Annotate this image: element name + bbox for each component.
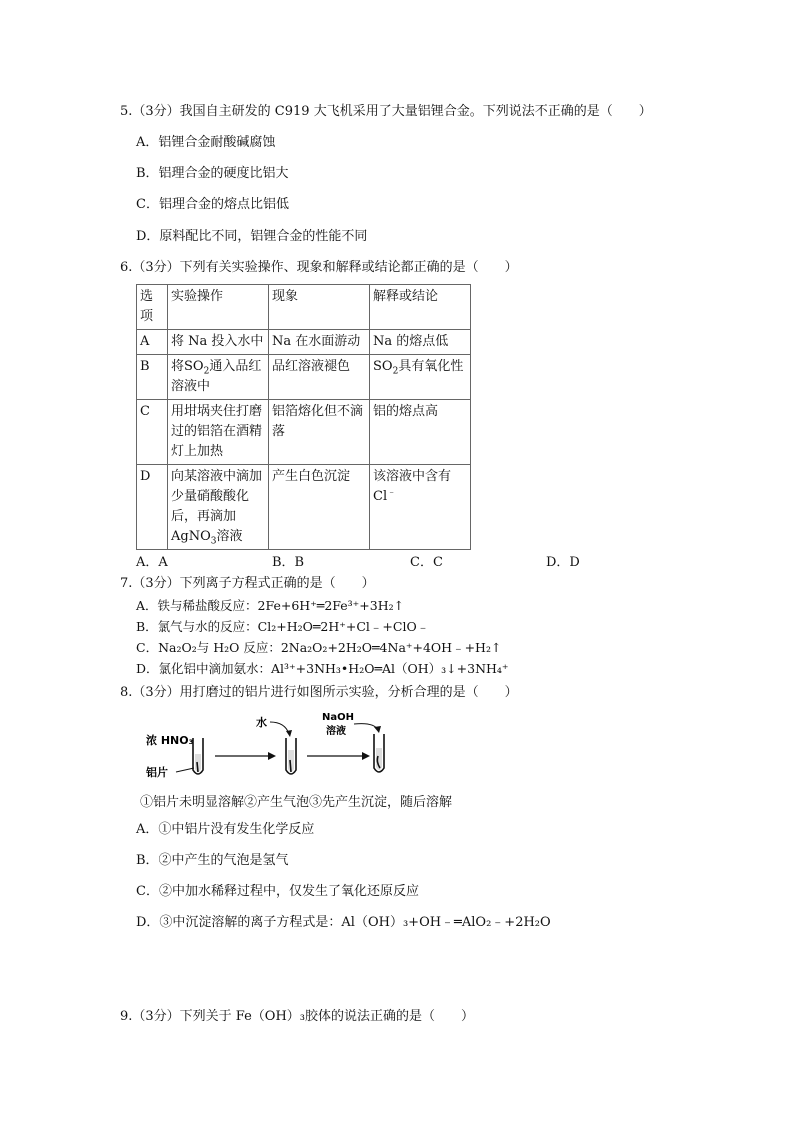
table-header-cell: 现象 [269,285,370,330]
q5-option-d: D．原料配比不同，铝锂合金的性能不同 [136,229,368,244]
foil-label: 铝片 [146,766,168,779]
cell-text: Cl [373,489,388,504]
cell-text: 具有氧化性 [398,359,464,374]
q8-diagram [140,710,400,788]
table-cell [370,355,471,400]
cell-text: 向某溶液中滴加少量硝酸酸化后，再滴加 [171,469,263,524]
subscript: 3 [210,536,217,547]
table-cell: A [137,330,168,355]
table-cell: Na 在水面游动 [269,330,370,355]
cell-text: AgNO [171,529,211,544]
cell-text: 通入品红溶液中 [171,359,262,394]
solution-label: 溶液 [326,726,346,737]
q6-answer-b: B．B [272,555,305,570]
naoh-arrow [354,724,378,730]
q6-stem: 6.（3分）下列有关实验操作、现象和解释或结论都正确的是（ ） [120,260,518,275]
acid-label: 浓 HNO₃ [146,734,194,747]
q8-caption: ①铝片未明显溶解②产生气泡③先产生沉淀，随后溶解 [140,795,453,810]
superscript: ﹣ [387,487,397,498]
q5-option-b: B．铝理合金的硬度比铝大 [136,166,289,181]
table-header-cell: 解释或结论 [370,285,471,330]
q5-option-c: C．铝理合金的熔点比铝低 [136,197,289,212]
cell-text: 将SO [171,359,204,374]
q8-stem: 8.（3分）用打磨过的铝片进行如图所示实验，分析合理的是（ ） [120,685,518,700]
q9-stem: 9.（3分）下列关于 Fe（OH）₃胶体的说法正确的是（ ） [120,1009,475,1024]
naoh-arrowhead [374,726,381,733]
test-tube-3 [374,734,384,772]
naoh-label: NaOH [322,712,354,723]
q7-stem: 7.（3分）下列离子方程式正确的是（ ） [120,576,375,591]
q8-option-d: D．③中沉淀溶解的离子方程式是：Al（OH）₃+OH﹣═AlO₂﹣+2H₂O [136,915,551,930]
table-header-row [137,285,471,330]
test-tube-1 [193,738,203,774]
q6-answer-c: C．C [410,555,443,570]
table-cell: 铝的熔点高 [370,400,471,465]
table-row [137,465,471,550]
table-cell [168,465,269,550]
test-tube-2 [286,738,296,774]
water-label: 水 [256,716,267,729]
table-cell: 品红溶液褪色 [269,355,370,400]
q7-option-a: A．铁与稀盐酸反应：2Fe+6H⁺═2Fe³⁺+3H₂↑ [136,598,405,613]
table-cell [370,465,471,550]
cell-text: 该溶液中含有 [373,469,452,484]
q6-answer-d: D．D [546,555,580,570]
table-cell [168,355,269,400]
q8-option-a: A．①中铝片没有发生化学反应 [136,822,315,837]
q5-option-a: A．铝锂合金耐酸碱腐蚀 [136,135,276,150]
q8-option-c: C．②中加水稀释过程中，仅发生了氧化还原反应 [136,884,419,899]
foil-pointer [176,768,194,772]
table-cell: B [137,355,168,400]
water-arrowhead [286,730,292,737]
table-cell: D [137,465,168,550]
table-cell: Na 的熔点低 [370,330,471,355]
table-cell: 铝箔熔化但不滴落 [269,400,370,465]
q7-option-d: D．氯化铝中滴加氨水：Al³⁺+3NH₃•H₂O═Al（OH）₃↓+3NH₄⁺ [136,661,509,676]
cell-text: SO [373,359,393,374]
q6-table [136,284,471,550]
table-cell: 产生白色沉淀 [269,465,370,550]
water-arrow [270,722,289,734]
subscript: 2 [203,366,210,377]
q8-option-b: B．②中产生的气泡是氢气 [136,853,289,868]
q5-stem: 5.（3分）我国自主研发的 C919 大飞机采用了大量铝锂合金。下列说法不正确的是（ ） [120,104,652,119]
q7-option-c: C．Na₂O₂与 H₂O 反应：2Na₂O₂+2H₂O═4Na⁺+4OH﹣+H₂↑ [136,640,502,655]
arrow-2 [307,752,370,760]
table-header-cell: 实验操作 [168,285,269,330]
q7-option-b: B．氯气与水的反应：Cl₂+H₂O═2H⁺+Cl﹣+ClO﹣ [136,619,430,634]
table-cell: C [137,400,168,465]
table-row [137,400,471,465]
table-header-cell: 选项 [137,285,168,330]
q6-answer-a: A．A [136,555,168,570]
table-cell: 用坩埚夹住打磨过的铝箔在酒精灯上加热 [168,400,269,465]
cell-text: 溶液 [216,529,243,544]
arrow-1 [215,752,276,760]
table-row [137,355,471,400]
table-cell: 将 Na 投入水中 [168,330,269,355]
table-row [137,330,471,355]
subscript: 2 [392,366,399,377]
